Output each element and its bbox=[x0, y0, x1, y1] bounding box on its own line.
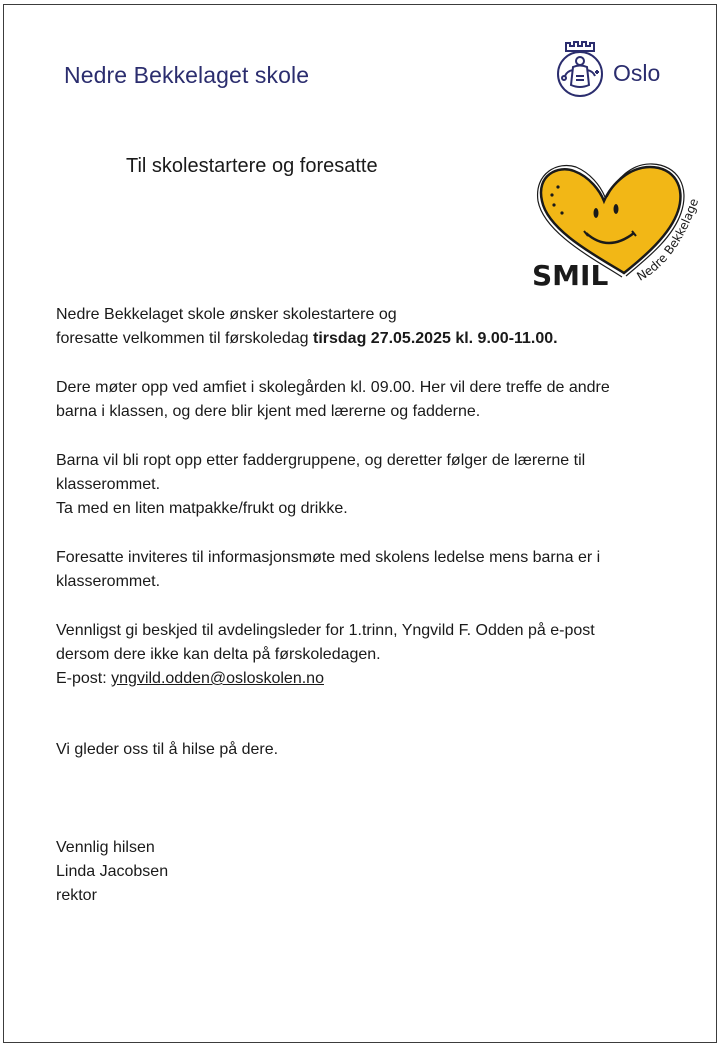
groups-paragraph bbox=[56, 449, 676, 521]
intro-line-2-text: foresatte velkommen til førskoledag bbox=[56, 330, 313, 347]
meeting-line-1: Dere møter opp ved amfiet i skolegården kl. 09.00. Her vil dere treffe de andre bbox=[56, 379, 610, 396]
smiling-heart-icon bbox=[528, 161, 708, 297]
groups-line-3: Ta med en liten matpakke/frukt og drikke. bbox=[56, 500, 348, 517]
school-name: Nedre Bekkelaget skole bbox=[64, 62, 310, 88]
contact-line-2: dersom dere ikke kan delta på førskoledagen. bbox=[56, 646, 381, 663]
oslo-logo bbox=[552, 37, 672, 103]
parents-paragraph bbox=[56, 546, 676, 594]
groups-line-2: klasserommet. bbox=[56, 476, 161, 493]
oslo-seal-icon bbox=[552, 37, 608, 101]
signature-role: rektor bbox=[56, 887, 97, 904]
page-title: Til skolestartere og foresatte bbox=[126, 155, 378, 177]
contact-email-line bbox=[56, 667, 676, 691]
intro-date: tirsdag 27.05.2025 kl. 9.00-11.00. bbox=[313, 330, 558, 347]
smil-ring-text: Nedre Bekkelage bbox=[634, 196, 702, 284]
parents-line-2: klasserommet. bbox=[56, 573, 161, 590]
contact-line-1: Vennligst gi beskjed til avdelingsleder for 1.trinn, Yngvild F. Odden på e-post bbox=[56, 622, 595, 639]
contact-paragraph bbox=[56, 619, 676, 691]
closing-line: Vi gleder oss til å hilse på dere. bbox=[56, 741, 279, 758]
meeting-line-2: barna i klassen, og dere blir kjent med lærerne og fadderne. bbox=[56, 403, 481, 420]
smil-heart-logo bbox=[528, 161, 708, 297]
email-label: E-post: bbox=[56, 670, 112, 687]
signature-block bbox=[56, 836, 676, 908]
closing-paragraph bbox=[56, 738, 676, 762]
signature-name: Linda Jacobsen bbox=[56, 863, 169, 880]
oslo-label: Oslo bbox=[613, 60, 661, 86]
intro-line-2 bbox=[56, 327, 676, 351]
intro-line-1: Nedre Bekkelaget skole ønsker skolestartere og bbox=[56, 306, 397, 323]
signature-greeting: Vennlig hilsen bbox=[56, 839, 155, 856]
email-link[interactable]: yngvild.odden@osloskolen.no bbox=[111, 670, 324, 687]
intro-paragraph bbox=[56, 303, 676, 351]
groups-line-1: Barna vil bli ropt opp etter faddergruppene, og deretter følger de lærerne til bbox=[56, 452, 586, 469]
smil-word: SMIL bbox=[532, 259, 609, 292]
document-page bbox=[3, 4, 717, 1043]
parents-line-1: Foresatte inviteres til informasjonsmøte med skolens ledelse mens barna er i bbox=[56, 549, 601, 566]
meeting-paragraph bbox=[56, 376, 676, 424]
